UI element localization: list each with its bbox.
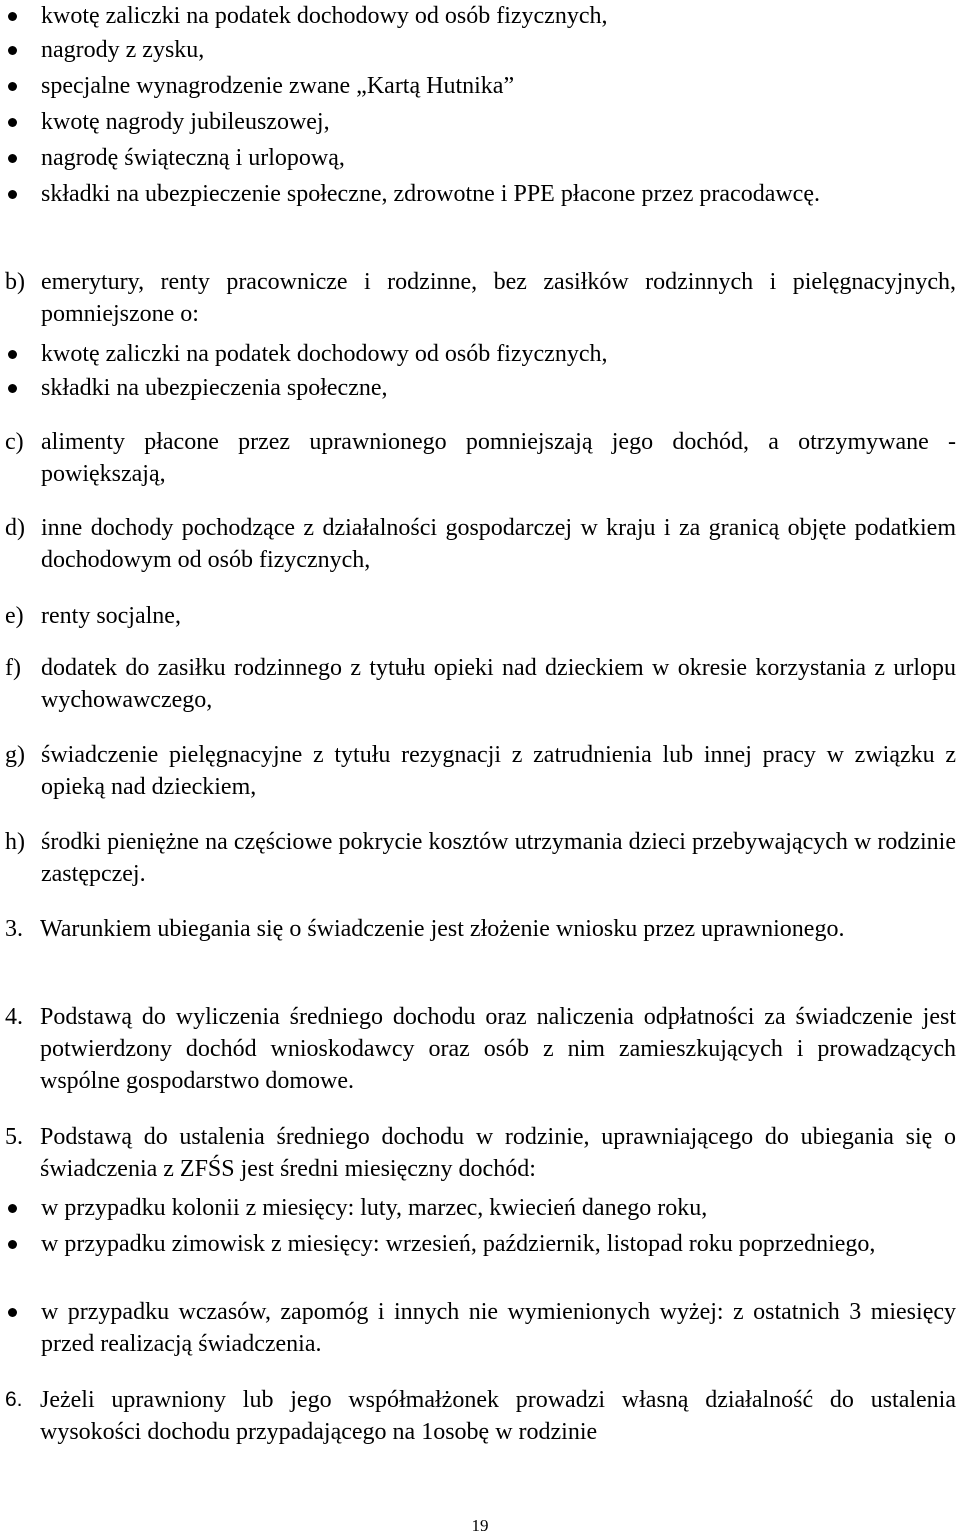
list-item-text: specjalne wynagrodzenie zwane „Kartą Hutnika” xyxy=(41,73,515,99)
item-text: emerytury, renty pracownicze i rodzinne, bez zasiłków rodzinnych i pielęgnacyjnych, pomniejszone o: xyxy=(41,269,956,327)
list-item-text: składki na ubezpieczenie społeczne, zdrowotne i PPE płacone przez pracodawcę. xyxy=(41,181,820,207)
point-text: Warunkiem ubiegania się o świadczenie jest złożenie wniosku przez uprawnionego. xyxy=(40,916,845,942)
list-item-text: nagrody z zysku, xyxy=(41,37,205,63)
list-item-text: nagrodę świąteczną i urlopową, xyxy=(41,145,345,171)
item-marker: f) xyxy=(5,655,21,681)
item-text: inne dochody pochodzące z działalności gospodarczej w kraju i za granicą objęte podatkiem dochodowym od osób fizycznych, xyxy=(41,515,956,573)
item-marker: d) xyxy=(5,515,25,541)
point-marker: 3. xyxy=(5,916,23,942)
item-text: alimenty płacone przez uprawnionego pomniejszają jego dochód, a otrzymywane - powiększają, xyxy=(41,429,956,487)
bullet-icon xyxy=(8,12,17,21)
point-marker: 6. xyxy=(5,1388,23,1411)
list-item-text: kwotę zaliczki na podatek dochodowy od osób fizycznych, xyxy=(41,3,608,29)
item-text: renty socjalne, xyxy=(41,603,181,629)
point-text: Jeżeli uprawniony lub jego współmałżonek prowadzi własną działalność do ustalenia wysokości dochodu przypadającego na 1osobę w rodzinie xyxy=(40,1387,956,1445)
list-item-text: w przypadku zimowisk z miesięcy: wrzesień, październik, listopad roku poprzedniego, xyxy=(41,1231,876,1257)
list-item-text: kwotę nagrody jubileuszowej, xyxy=(41,109,330,135)
bullet-icon xyxy=(8,154,17,163)
list-item-text: w przypadku wczasów, zapomóg i innych nie wymienionych wyżej: z ostatnich 3 miesięcy przed realizacją świadczenia. xyxy=(41,1299,956,1357)
item-marker: g) xyxy=(5,742,25,768)
list-item-text: w przypadku kolonii z miesięcy: luty, marzec, kwiecień danego roku, xyxy=(41,1195,708,1221)
point-marker: 5. xyxy=(5,1124,23,1150)
item-marker: b) xyxy=(5,269,25,295)
page-number: 19 xyxy=(471,1516,489,1535)
list-item-text: kwotę zaliczki na podatek dochodowy od osób fizycznych, xyxy=(41,341,608,367)
point-text: Podstawą do ustalenia średniego dochodu w rodzinie, uprawniającego do ubiegania się o świadczenia z ZFŚS jest średni miesięczny dochód: xyxy=(40,1124,956,1182)
point-text: Podstawą do wyliczenia średniego dochodu oraz naliczenia odpłatności za świadczenie jest potwierdzony dochód wnioskodawcy oraz osób z nim zamieszkujących i prowadzących wspólne gospodarstwo domowe. xyxy=(40,1004,956,1094)
item-text: dodatek do zasiłku rodzinnego z tytułu opieki nad dzieckiem w okresie korzystania z urlopu wychowawczego, xyxy=(41,655,956,713)
list-item-text: składki na ubezpieczenia społeczne, xyxy=(41,375,388,401)
item-text: środki pieniężne na częściowe pokrycie kosztów utrzymania dzieci przebywających w rodzinie zastępczej. xyxy=(41,829,956,887)
item-marker: c) xyxy=(5,429,24,455)
bullet-icon xyxy=(8,350,17,359)
item-marker: e) xyxy=(5,603,24,629)
bullet-icon xyxy=(8,118,17,127)
bullet-icon xyxy=(8,384,17,393)
bullet-icon xyxy=(8,1240,17,1249)
bullet-icon xyxy=(8,82,17,91)
point-marker: 4. xyxy=(5,1004,23,1030)
bullet-icon xyxy=(8,190,17,199)
bullet-icon xyxy=(8,1204,17,1213)
item-text: świadczenie pielęgnacyjne z tytułu rezygnacji z zatrudnienia lub innej pracy w związku z opieką nad dzieckiem, xyxy=(41,742,956,800)
bullet-icon xyxy=(8,1308,17,1317)
bullet-icon xyxy=(8,46,17,55)
item-marker: h) xyxy=(5,829,25,855)
